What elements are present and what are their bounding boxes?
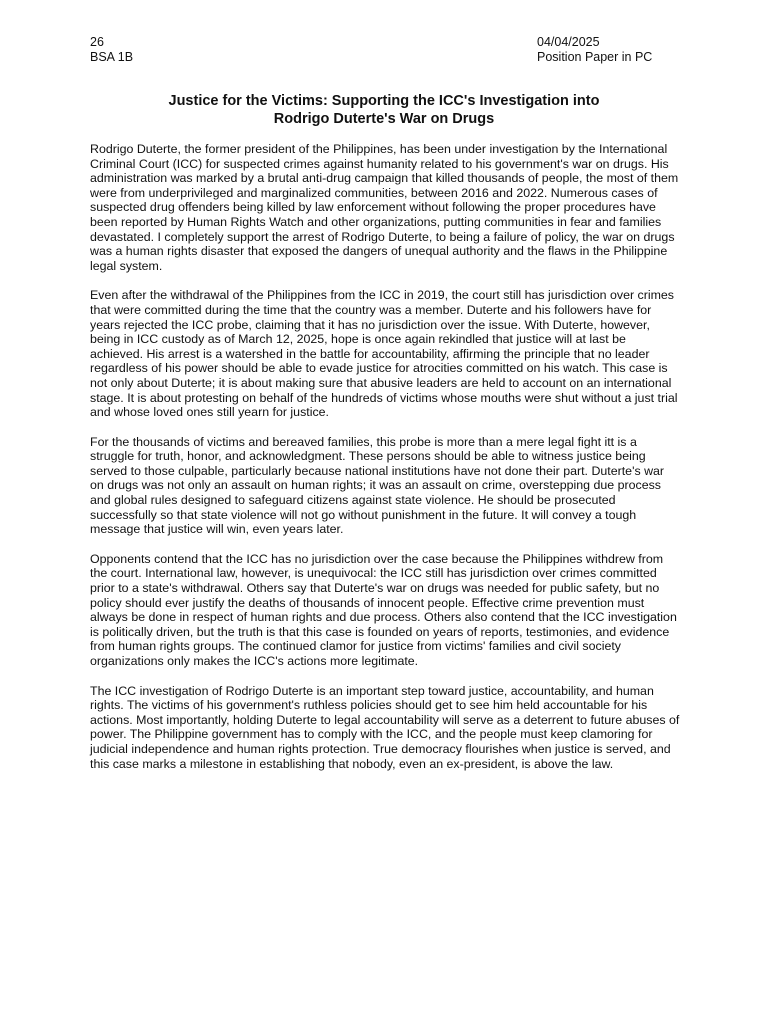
header-row-1: [90, 35, 669, 50]
paragraph-5: The ICC investigation of Rodrigo Duterte is an important step toward justice, accountability, and human rights. The victims of his government's ruthless policies should get to see him held accountable for his actions. Most importantly, holding Duterte to legal accountability will serve as a deterrent to future abuses of power. The Philippine government has to comply with the ICC, and the people must keep clamoring for judicial independence and human rights protection. True democracy flourishes when justice is served, and this case marks a milestone in establishing that nobody, even an ex-president, is above the law.: [90, 683, 680, 771]
title-line-2: Rodrigo Duterte's War on Drugs: [273, 111, 495, 127]
paragraph-4: Opponents contend that the ICC has no jurisdiction over the case because the Philippines withdrew from the court. International law, however, is unequivocal: the ICC still has jurisdiction over crimes committed prior to a state's withdrawal. Others say that Duterte's war on drugs was needed for public safety, but no policy should ever justify the deaths of thousands of innocent people. Effective crime prevention must always be done in respect of human rights and due process. Others also contend that the ICC investigation is politically driven, but the truth is that this case is founded on years of reports, testimonies, and evidence from human rights groups. The continued clamor for justice from victims' families and civil society organizations only makes the ICC's actions more legitimate.: [90, 551, 677, 668]
document-body: [90, 142, 680, 786]
paragraph-3: For the thousands of victims and bereaved families, this probe is more than a mere legal fight itt is a struggle for truth, honor, and acknowledgment. These persons should be able to witness justice being served to those culpable, particularly because national institutions have not done their part. Duterte's war on drugs was not only an assault on human rights; it was an assault on crime, overstepping due process and global rules designed to safeguard citizens against state violence. He should be prosecuted successfully so that state violence will not go without punishment in the future. It will convey a tough message that justice will win, even years later.: [90, 434, 665, 537]
paragraph-2: Even after the withdrawal of the Philippines from the ICC in 2019, the court still has jurisdiction over crimes that were committed during the time that the country was a member. Duterte and his followers have for years rejected the ICC probe, claiming that it has no jurisdiction over the issue. With Duterte, however, being in ICC custody as of March 12, 2025, hope is once again rekindled that justice will at last be achieved. His arrest is a watershed in the battle for accountability, affirming the principle that no leader regardless of his power should be able to evade justice for atrocities committed on his watch. This case is not only about Duterte; it is about making sure that abusive leaders are held to account on an international stage. It is about protesting on behalf of the hundreds of victims whose mouths were shut without a just trial and whose loved ones still yearn for justice.: [90, 288, 678, 420]
page-header: [90, 35, 669, 65]
date: 04/04/2025: [537, 35, 600, 49]
header-row-2: [90, 50, 669, 65]
paragraph-1: Rodrigo Duterte, the former president of the Philippines, has been under investigation by the International Criminal Court (ICC) for suspected crimes against humanity related to his government's war on drugs. His administration was marked by a brutal anti-drug campaign that killed thousands of people, the most of them were from underprivileged and marginalized communities, between 2016 and 2022. Numerous cases of suspected drug offenders being killed by law enforcement without following the proper procedures have been reported by Human Rights Watch and other organizations, putting communities in fear and families devastated. I completely support the arrest of Rodrigo Duterte, to being a failure of policy, the war on drugs was a human rights disaster that exposed the dangers of unequal authority and the flaws in the Philippine legal system.: [90, 142, 679, 273]
document-type: Position Paper in PC: [537, 50, 653, 64]
title-line-1: Justice for the Victims: Supporting the ICC's Investigation into: [168, 93, 600, 109]
document-title: [90, 92, 678, 128]
section-label: BSA 1B: [90, 50, 134, 64]
page-number: 26: [90, 35, 104, 49]
